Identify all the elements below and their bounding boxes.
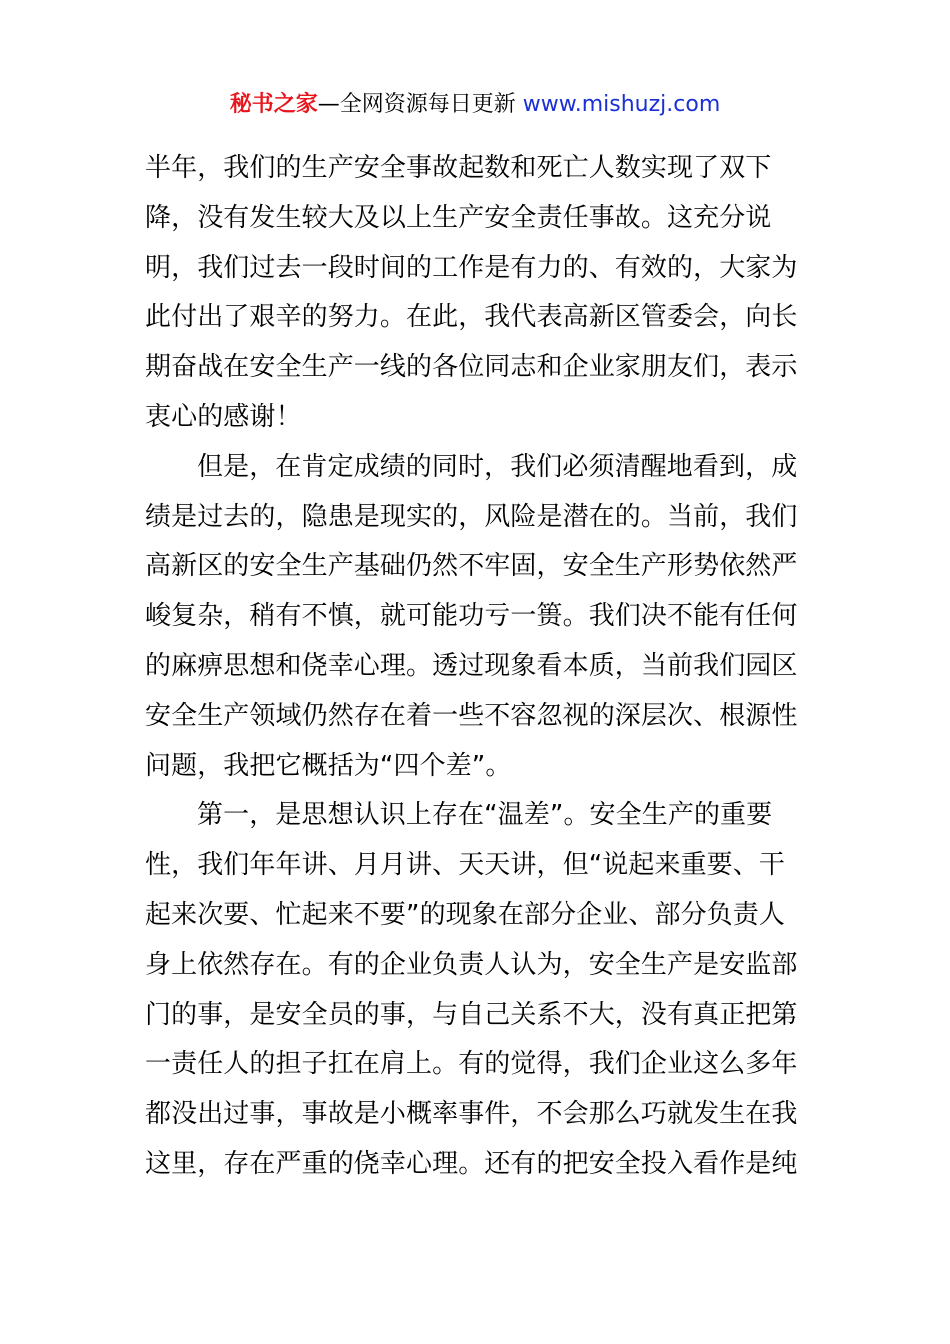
text-line: 此付出了艰辛的努力。在此，我代表高新区管委会，向长 [145,302,798,333]
text-line: 门的事，是安全员的事，与自己关系不大，没有真正把第 [145,999,798,1030]
page-header [0,88,950,122]
text-line: 降，没有发生较大及以上生产安全责任事故。这充分说 [145,202,772,233]
text-line: 安全生产领域仍然存在着一些不容忽视的深层次、根源性 [145,700,798,731]
site-tagline: —全网资源每日更新 [317,92,516,117]
text-line: 这里，存在严重的侥幸心理。还有的把安全投入看作是纯 [145,1148,798,1179]
document-body [145,144,807,1190]
text-line: 一责任人的担子扛在肩上。有的觉得，我们企业这么多年 [145,1049,798,1080]
text-line: 起来次要、忙起来不要”的现象在部分企业、部分负责人 [145,899,785,930]
text-line: 身上依然存在。有的企业负责人认为，安全生产是安监部 [145,949,798,980]
text-line: 明，我们过去一段时间的工作是有力的、有效的，大家为 [145,252,798,283]
text-line: 都没出过事，事故是小概率事件，不会那么巧就发生在我 [145,1099,798,1130]
text-line: 的麻痹思想和侥幸心理。透过现象看本质，当前我们园区 [145,650,798,681]
paragraph-first-line: 第一，是思想认识上存在“温差”。安全生产的重要 [197,800,773,831]
site-url-link[interactable]: www.mishuzj.com [522,92,721,117]
text-line: 性，我们年年讲、月月讲、天天讲，但“说起来重要、干 [145,850,785,881]
site-brand: 秘书之家 [229,92,318,117]
text-line: 绩是过去的，隐患是现实的，风险是潜在的。当前，我们 [145,501,798,532]
text-line: 期奋战在安全生产一线的各位同志和企业家朋友们，表示 [145,352,798,383]
paragraph-first-line: 但是，在肯定成绩的同时，我们必须清醒地看到，成 [197,451,798,482]
text-line: 半年，我们的生产安全事故起数和死亡人数实现了双下 [145,153,772,183]
text-line: 高新区的安全生产基础仍然不牢固，安全生产形势依然严 [145,551,798,582]
text-line: 问题，我把它概括为“四个差”。 [145,750,512,781]
text-line: 衷心的感谢！ [145,401,302,432]
text-line: 峻复杂，稍有不慎，就可能功亏一篑。我们决不能有任何 [145,601,798,632]
